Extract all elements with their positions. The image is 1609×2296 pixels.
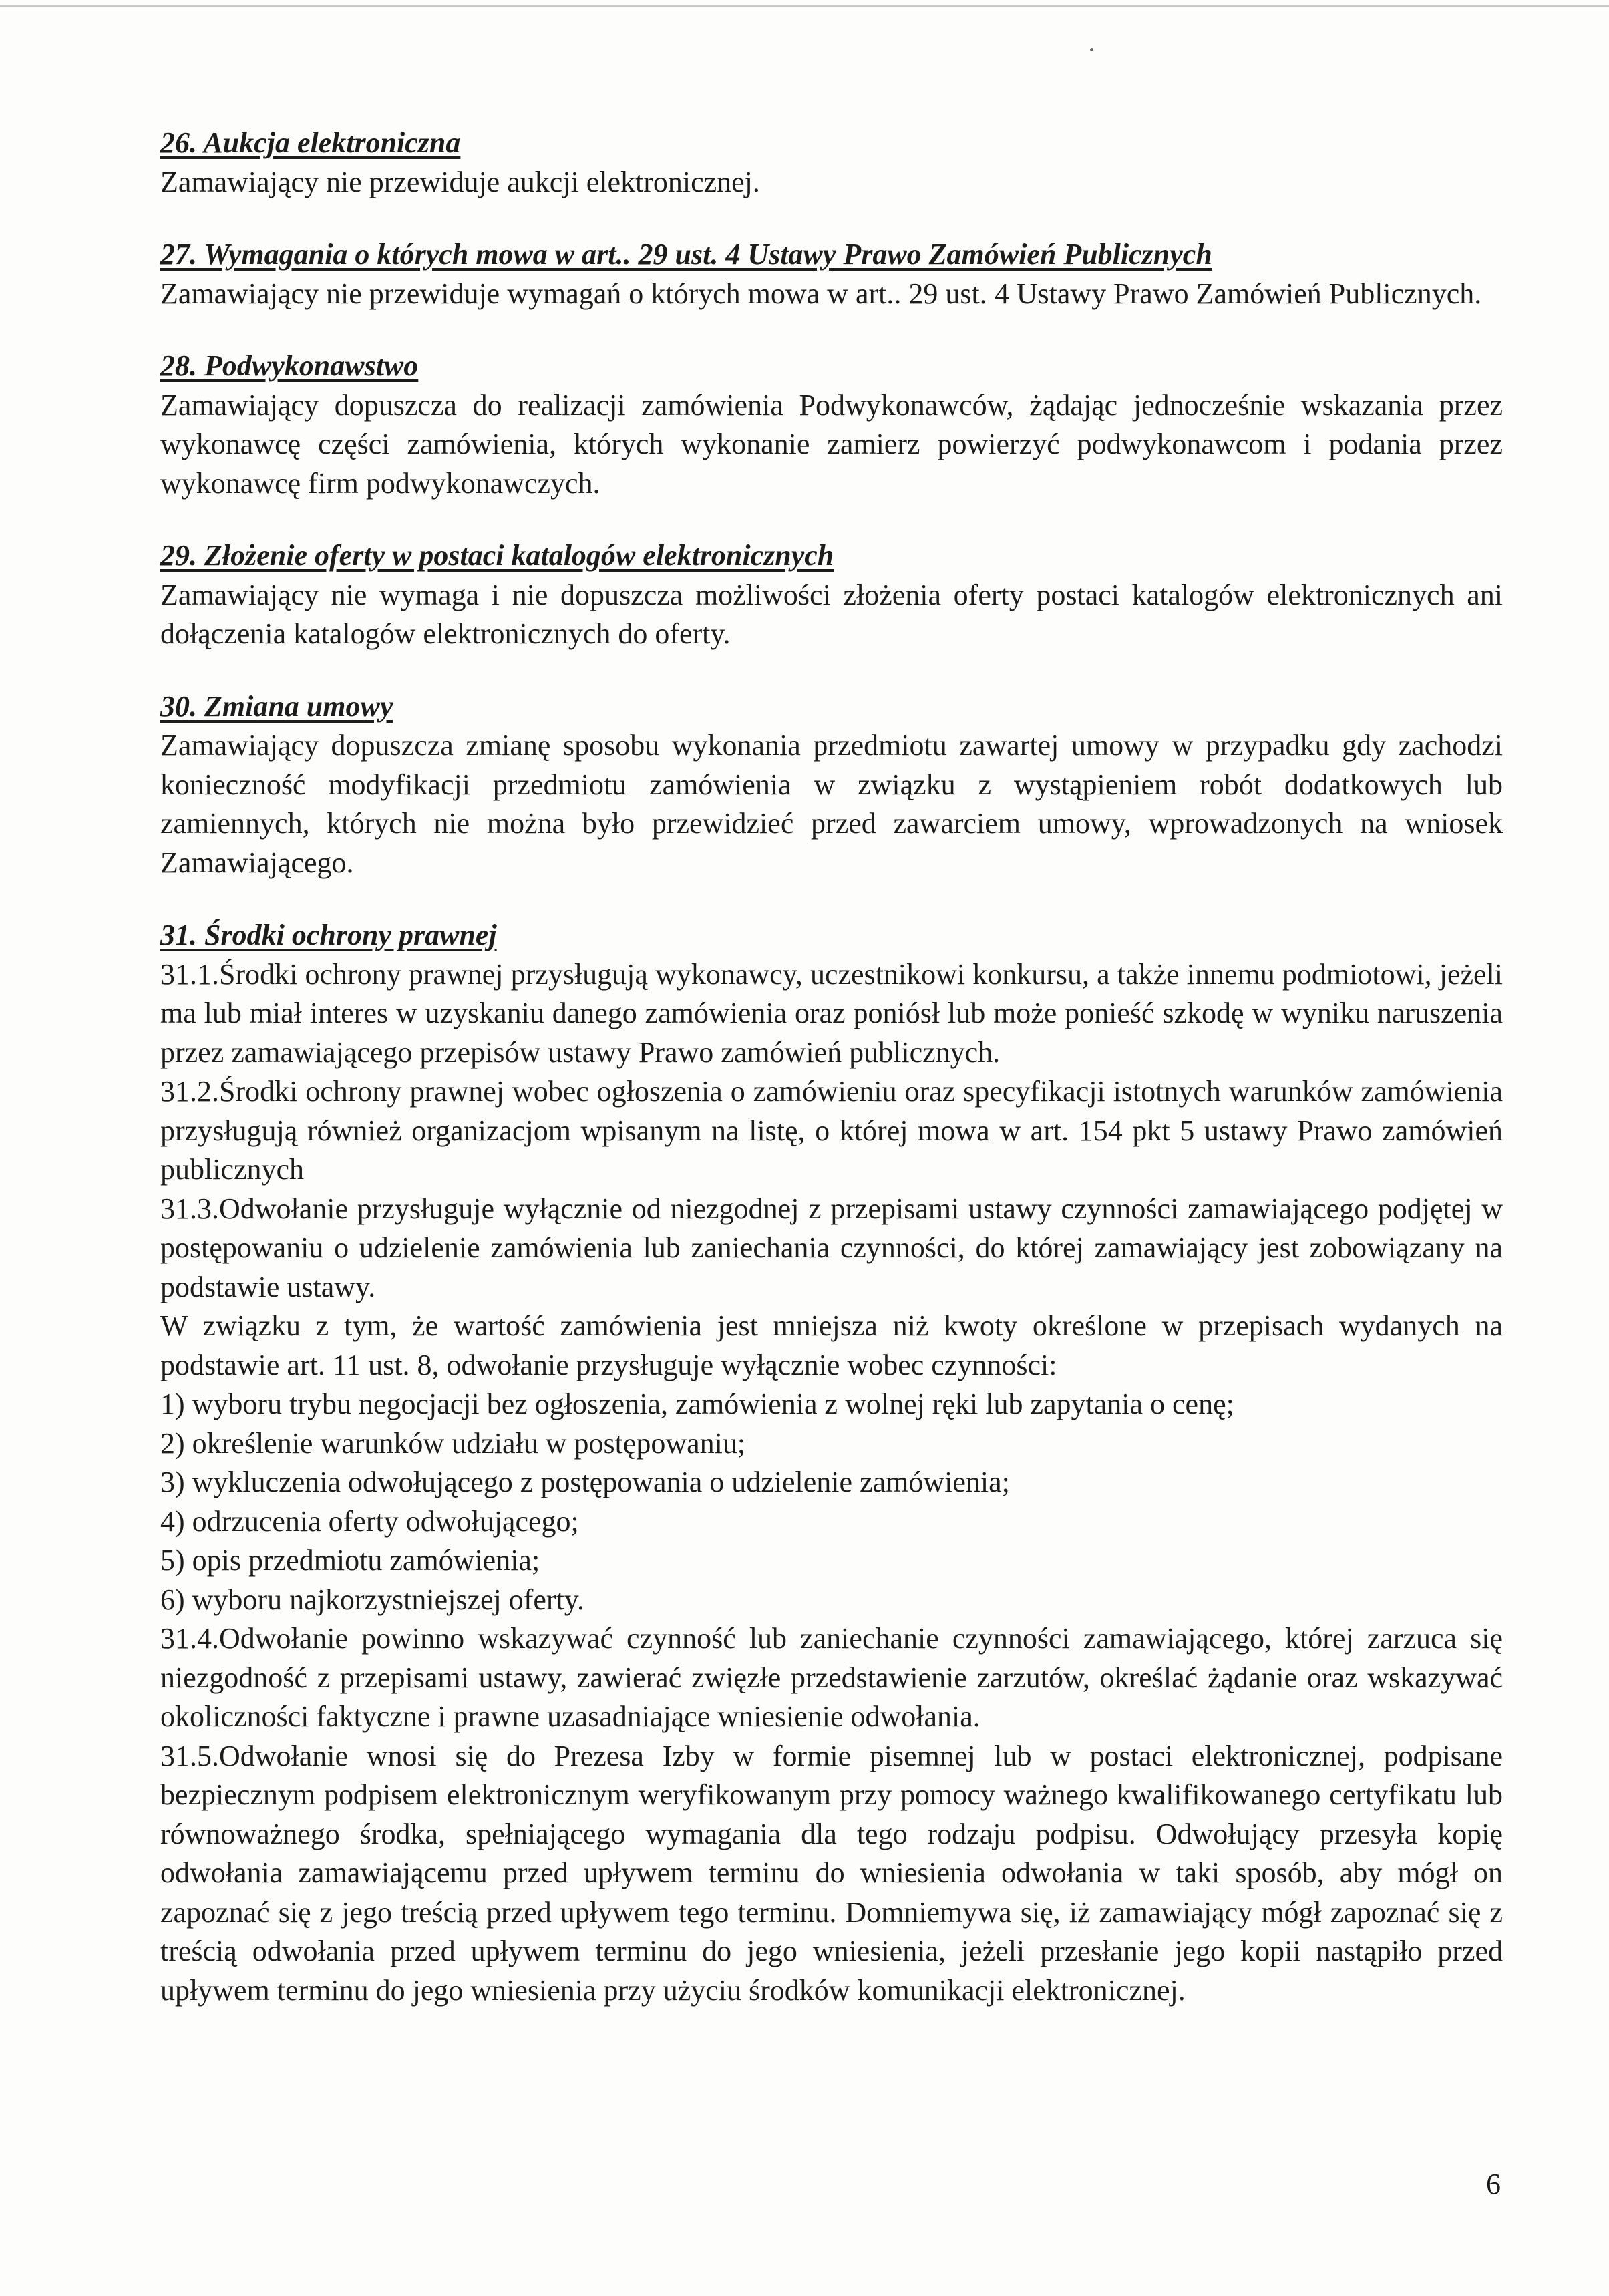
section-31-srodki-ochrony [160, 916, 1503, 2010]
paragraph-31-3: 31.3.Odwołanie przysługuje wyłącznie od niezgodnej z przepisami ustawy czynności zamawiającego podjętej w postępowaniu o udzielenie zamówienia lub zaniechania czynności, do której zamawiający jest zobowiązany na podstawie ustawy. [160, 1192, 1503, 1303]
scan-speck [1090, 48, 1093, 51]
section-heading: 29. Złożenie oferty w postaci katalogów elektronicznych [160, 539, 834, 572]
section-paragraph: Zamawiający dopuszcza zmianę sposobu wykonania przedmiotu zawartej umowy w przypadku gdy zachodzi konieczność modyfikacji przedmiotu zamówienia w związku z wystąpieniem robót dodatkowych lub zamiennych, których nie można było przewidzieć przed zawarciem umowy, wprowadzonych na wniosek Zamawiającego. [160, 729, 1503, 879]
section-heading: 26. Aukcja elektroniczna [160, 126, 461, 159]
paragraph-31-1: 31.1.Środki ochrony prawnej przysługują wykonawcy, uczestnikowi konkursu, a także innemu podmiotowi, jeżeli ma lub miał interes w uzyskaniu danego zamówienia oraz poniósł lub może ponieść szkodę w wyniku naruszenia przez zamawiającego przepisów ustawy Prawo zamówień publicznych. [160, 957, 1503, 1069]
paragraph-intro-list: W związku z tym, że wartość zamówienia jest mniejsza niż kwoty określone w przepisach wydanych na podstawie art. 11 ust. 8, odwołanie przysługuje wyłącznie wobec czynności: [160, 1309, 1503, 1381]
section-heading: 28. Podwykonawstwo [160, 349, 419, 382]
section-paragraph: Zamawiający nie przewiduje wymagań o których mowa w art.. 29 ust. 4 Ustawy Prawo Zamówień Publicznych. [160, 277, 1482, 310]
section-paragraph: Zamawiający dopuszcza do realizacji zamówienia Podwykonawców, żądając jednocześnie wskazania przez wykonawcę części zamówienia, których wykonanie zamierz powierzyć podwykonawcom i podania przez wykonawcę firm podwykonawczych. [160, 388, 1503, 500]
section-29-katalogi [160, 536, 1503, 654]
section-27-wymagania [160, 235, 1503, 313]
section-heading: 30. Zmiana umowy [160, 689, 393, 723]
document-page [160, 124, 1503, 2043]
page-number: 6 [1486, 2168, 1501, 2200]
section-paragraph: Zamawiający nie wymaga i nie dopuszcza możliwości złożenia oferty postaci katalogów elektronicznych ani dołączenia katalogów elektronicznych do oferty. [160, 578, 1503, 650]
paragraph-31-5: 31.5.Odwołanie wnosi się do Prezesa Izby w formie pisemnej lub w postaci elektronicznej, podpisane bezpiecznym podpisem elektronicznym weryfikowanym przy pomocy ważnego kwalifikowanego certyfikatu lub równoważnego środka, spełniającego wymagania dla tego rodzaju podpisu. Odwołujący przesyła kopię odwołania zamawiającemu przed upływem terminu do wniesienia odwołania w taki sposób, aby mógł on zapoznać się z jego treścią przed upływem tego terminu. Domniemywa się, iż zamawiający mógł zapoznać się z treścią odwołania przed upływem terminu do jego wniesienia, jeżeli przesłanie jego kopii nastąpiło przed upływem terminu do jego wniesienia przy użyciu środków komunikacji elektronicznej. [160, 1739, 1503, 2007]
list-item: 5) opis przedmiotu zamówienia; [160, 1544, 540, 1577]
list-item: 6) wyboru najkorzystniejszej oferty. [160, 1583, 584, 1616]
section-30-zmiana-umowy [160, 687, 1503, 883]
section-26-aukcja [160, 124, 1503, 202]
paragraph-31-4: 31.4.Odwołanie powinno wskazywać czynność lub zaniechanie czynności zamawiającego, której zarzuca się niezgodność z przepisami ustawy, zawierać zwięzłe przedstawienie zarzutów, określać żądanie oraz wskazywać okoliczności faktyczne i prawne uzasadniające wniesienie odwołania. [160, 1622, 1503, 1733]
list-item: 2) określenie warunków udziału w postępowaniu; [160, 1426, 746, 1460]
list-item: 4) odrzucenia oferty odwołującego; [160, 1504, 579, 1538]
paragraph-31-2: 31.2.Środki ochrony prawnej wobec ogłoszenia o zamówieniu oraz specyfikacji istotnych warunków zamówienia przysługują również organizacjom wpisanym na listę, o której mowa w art. 154 pkt 5 ustawy Prawo zamówień publicznych [160, 1075, 1503, 1186]
section-28-podwykonawstwo [160, 347, 1503, 503]
list-item: 1) wyboru trybu negocjacji bez ogłoszenia, zamówienia z wolnej ręki lub zapytania o cenę; [160, 1387, 1234, 1420]
section-paragraph: Zamawiający nie przewiduje aukcji elektronicznej. [160, 165, 760, 198]
list-item: 3) wykluczenia odwołującego z postępowania o udzielenie zamówienia; [160, 1466, 1010, 1498]
section-heading: 27. Wymagania o których mowa w art.. 29 ust. 4 Ustawy Prawo Zamówień Publicznych [160, 238, 1212, 271]
scan-top-edge [0, 5, 1609, 7]
section-heading: 31. Środki ochrony prawnej [160, 919, 497, 951]
